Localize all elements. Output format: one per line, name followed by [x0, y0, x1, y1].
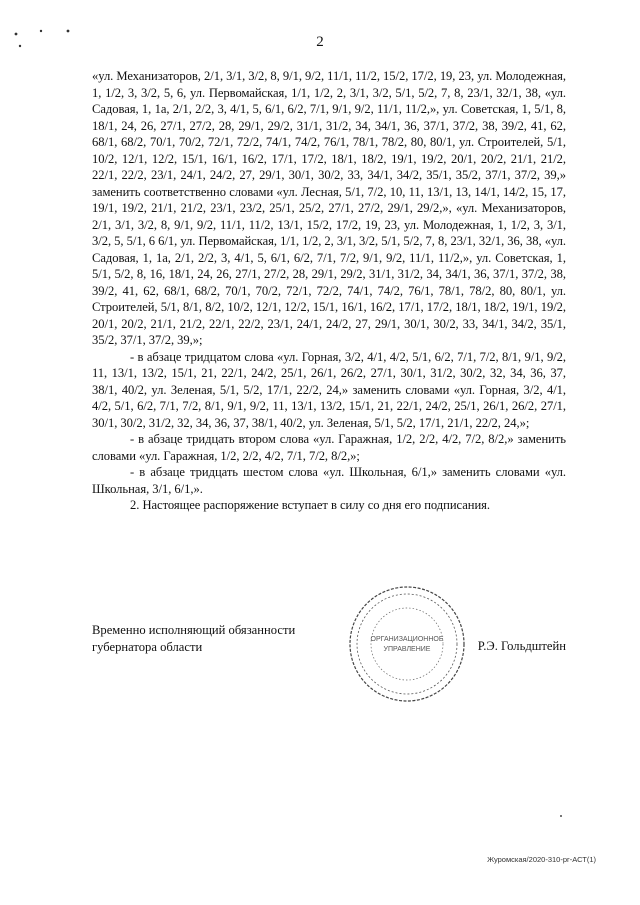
paragraph-replacement-list: «ул. Механизаторов, 2/1, 3/1, 3/2, 8, 9/1, 9/2, 11/1, 11/2, 15/2, 17/2, 19, 23, ул. Молодежная, 1, 1/2, 3, 3/2, 5, 6, ул. Первомайская, 1/1, 1/2, 2, 3/1, 3/2, 5/1, 5/2, 7, 8, 23/1, 32/1, 38, «ул. Садовая, 1, 1а, 2/1, 2/2, 3, 4/1, 5, 6/1, 6/2, 7/1, 9/1, 9/2, 11/1, 11/2,», ул. Советская, 1, 5/1, 8, 18/1, 24, 26, 27/1, 27/2, 28, 29/1, 29/2, 31/1, 31/2, 34, 34/1, 36, 37/1, 37/2, 38, 39/2, 41, 62, 68/1, 68/2, 70/1, 70/2, 72/1, 72/2, 74/1, 74/2, 76/1, 78/1, 78/2, 80, 80/1, ул. Строителей, 5/1, 10/2, 12/1, 12/2, 15/1, 16/1, 16/2, 17/1, 17/2, 18/1, 18/2, 19/1, 19/2, 20/1, 20/2, 21/1, 21/2, 22/1, 22/2, 23/1, 24/1, 24/2, 27, 29/1, 30/1, 30/2, 33, 34/1, 34/2, 35/1, 35/2, 37/1, 37/2, 39,» заменить соответственно словами «ул. Лесная, 5/1, 7/2, 10, 11, 13/1, 13, 14/1, 14/2, 15, 17, 19/1, 19/2, 21/1, 21/2, 23/1, 23/2, 25/1, 25/2, 27/1, 27/2, 29/1, 29/2,», «ул. Механизаторов, 2/1, 3/1, 3/2, 8, 9/1, 9/2, 11/1, 11/2, 13/1, 15/2, 17/2, 19, 23, ул. Молодежная, 1, 1/2, 3, 3/1, 3/2, 5, 5/1, 6 6/1, ул. Первомайская, 1/1, 1/2, 2, 3/1, 3/2, 5/1, 5/2, 7, 8, 23/1, 32/1, 36, 38, «ул. Садовая, 1, 1а, 2/1, 2/2, 3, 4/1, 5, 6/1, 6/2, 7/1, 7/2, 9/1, 9/2, 11/1, 11/2,», ул. Советская, 1, 5/1, 5/2, 8, 16, 18/1, 24, 26, 27/1, 27/2, 28, 29/1, 29/2, 31/1, 31/2, 34, 34/1, 36, 37/1, 37/2, 38, 39/2, 41, 62, 68/1, 68/2, 70/1, 70/2, 72/1, 72/2, 74/1, 74/2, 76/1, 78/1, 78/2, 80, 80/1, ул. Строителей, 5/1, 8/1, 8/2, 10/2, 12/1, 12/2, 15/1, 16/1, 16/2, 17/1, 17/2, 18/1, 18/2, 19/1, 19/2, 20/1, 20/2, 21/1, 21/2, 22/1, 22/2, 23/1, 24/1, 24/2, 27, 29/1, 30/1, 30/2, 33, 34/1, 34/2, 35/1, 35/2, 37/1, 37/2, 39,»; — [92, 69, 566, 347]
paragraph-abzac-36: - в абзаце тридцать шестом слова «ул. Школьная, 6/1,» заменить словами «ул. Школьная, 3/1, 6/1,». — [92, 465, 566, 496]
scan-speck — [560, 815, 562, 817]
paragraph-effective-date: 2. Настоящее распоряжение вступает в силу со дня его подписания. — [130, 498, 490, 512]
document-body — [92, 68, 566, 514]
signatory-title: Временно исполняющий обязанности губернатора области — [92, 623, 296, 654]
stamp-text-line2: УПРАВЛЕНИЕ — [383, 646, 431, 653]
stamp-text-line1: ОРГАНИЗАЦИОННОЕ — [370, 636, 444, 643]
document-footer-code: Журомская/2020-310-рг-АСТ(1) — [487, 855, 596, 864]
signature-block — [92, 622, 566, 662]
page-number: 2 — [316, 34, 324, 50]
paragraph-abzac-30: - в абзаце тридцатом слова «ул. Горная, 3/2, 4/1, 4/2, 5/1, 6/2, 7/1, 7/2, 8/1, 9/1, 9/2, 11, 13/1, 13/2, 15/1, 21, 22/1, 24/2, 25/1, 26/1, 26/2, 27/1, 30/1, 31/2, 30/2, 32, 34, 36, 37, 38/1, 40/2, ул. Зеленая, 5/1, 5/2, 17/1, 22/2, 24,» заменить словами «ул. Горная, 3/2, 4/1, 4/2, 5/1, 6/2, 7/1, 7/2, 8/1, 9/1, 9/2, 11, 13/1, 13/2, 15/1, 21, 22/1, 24/2, 25/1, 26/1, 26/2, 27/1, 30/1, 30/2, 31/2, 32, 34, 36, 37, 38/1, 40/2, ул. Зеленая, 5/1, 5/2, 17/1, 21/1, 22/2, 24,»; — [92, 349, 566, 430]
signatory-name: Р.Э. Гольдштейн — [477, 639, 566, 653]
paragraph-abzac-32: - в абзаце тридцать втором слова «ул. Гаражная, 1/2, 2/2, 4/2, 7/2, 8/2,» заменить словами «ул. Гаражная, 1/2, 2/2, 4/2, 7/1, 7/2, 8/2,»; — [92, 432, 566, 463]
